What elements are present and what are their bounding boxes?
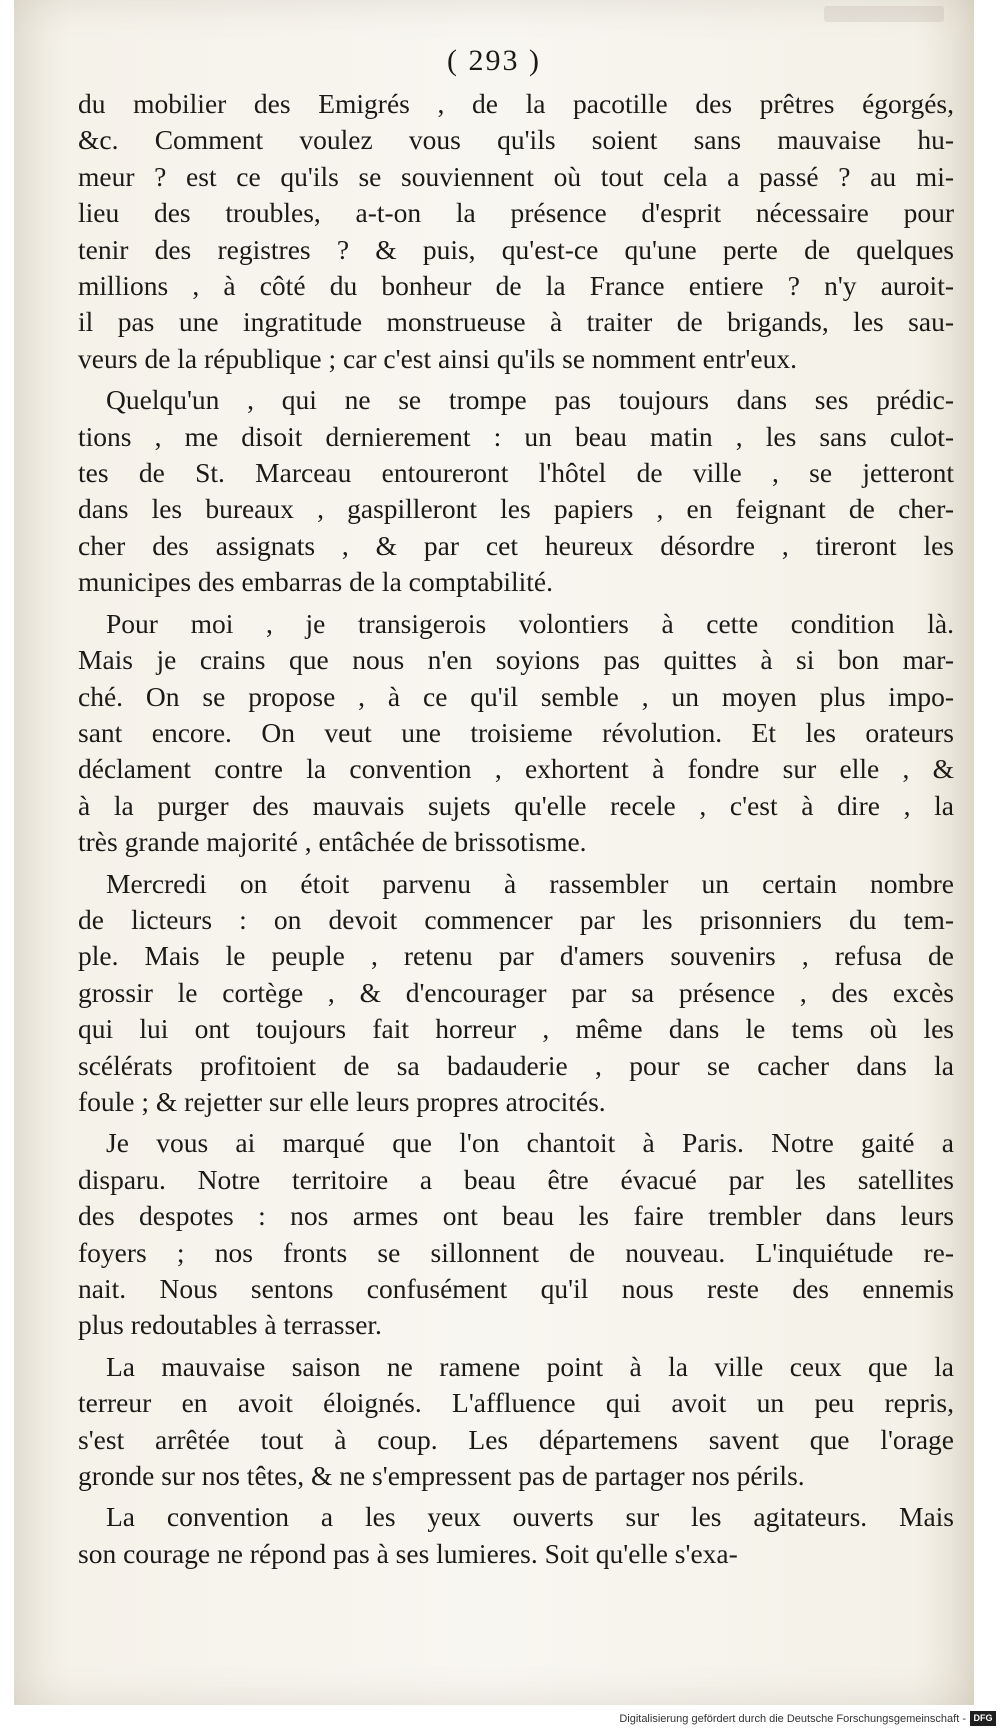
paper-sheet	[14, 0, 974, 1705]
paragraph	[78, 1499, 954, 1572]
text-line: s'est arrêtée tout à coup. Les départemens savent que l'orage	[78, 1423, 954, 1455]
text-line: très grande majorité , entâchée de brissotisme.	[78, 826, 587, 858]
text-line: gronde sur nos têtes, & ne s'empressent pas de partager nos périls.	[78, 1460, 805, 1492]
text-line: La mauvaise saison ne ramene point à la ville ceux que la	[106, 1350, 954, 1382]
text-line: des despotes : nos armes ont beau les faire trembler dans leurs	[78, 1200, 954, 1232]
text-line: scélérats profitoient de sa badauderie , pour se cacher dans la	[78, 1049, 954, 1081]
text-line: Mais je crains que nous n'en soyions pas quittes à si bon mar-	[78, 644, 954, 676]
digitization-credit: Digitalisierung gefördert durch die Deutsche Forschungsgemeinschaft -	[619, 1713, 966, 1725]
text-line: sant encore. On veut une troisieme révolution. Et les orateurs	[78, 716, 954, 748]
text-line: il pas une ingratitude monstrueuse à traiter de brigands, les sau-	[78, 306, 954, 338]
text-line: tions , me disoit dernierement : un beau matin , les sans culot-	[78, 420, 954, 452]
text-line: qui lui ont toujours fait horreur , même dans le tems où les	[78, 1013, 954, 1045]
footer	[0, 1705, 1000, 1733]
text-line: ché. On se propose , à ce qu'il semble , un moyen plus impo-	[78, 680, 954, 712]
text-line: Mercredi on étoit parvenu à rassembler un certain nombre	[106, 867, 954, 899]
text-line: terreur en avoit éloignés. L'affluence qui avoit un peu repris,	[78, 1387, 954, 1419]
paragraph	[78, 866, 954, 1121]
text-line: ple. Mais le peuple , retenu par d'amers souvenirs , refusa de	[78, 940, 954, 972]
text-line: meur ? est ce qu'ils se souviennent où tout cela a passé ? au mi-	[78, 160, 954, 192]
text-line: son courage ne répond pas à ses lumieres. Soit qu'elle s'exa-	[78, 1537, 738, 1569]
text-line: millions , à côté du bonheur de la France entiere ? n'y auroit-	[78, 270, 954, 302]
paragraph	[78, 382, 954, 600]
text-line: Quelqu'un , qui ne se trompe pas toujours dans ses prédic-	[106, 384, 954, 416]
text-line: tes de St. Marceau entoureront l'hôtel de ville , se jetteront	[78, 457, 954, 489]
text-line: grossir le cortège , & d'encourager par sa présence , des excès	[78, 976, 954, 1008]
bleed-through-mark	[824, 6, 944, 22]
paragraph	[78, 1349, 954, 1495]
text-line: disparu. Notre territoire a beau être évacué par les satellites	[78, 1163, 954, 1195]
text-line: du mobilier des Emigrés , de la pacotille des prêtres égorgés,	[78, 88, 954, 119]
text-line: de licteurs : on devoit commencer par les prisonniers du tem-	[78, 903, 954, 935]
text-line: foyers ; nos fronts se sillonnent de nouveau. L'inquiétude re-	[78, 1236, 954, 1268]
text-line: foule ; & rejetter sur elle leurs propres atrocités.	[78, 1085, 606, 1117]
body-text	[78, 86, 954, 1577]
text-line: La convention a les yeux ouverts sur les agitateurs. Mais	[106, 1501, 954, 1533]
text-line: dans les bureaux , gaspilleront les papiers , en feignant de cher-	[78, 493, 954, 525]
text-line: nait. Nous sentons confusément qu'il nous reste des ennemis	[78, 1273, 954, 1304]
paragraph	[78, 606, 954, 861]
text-line: déclament contre la convention , exhortent à fondre sur elle , &	[78, 753, 954, 785]
text-line: lieu des troubles, a-t-on la présence d'esprit nécessaire pour	[78, 197, 954, 229]
page-number: ( 293 )	[447, 44, 541, 77]
text-line: veurs de la république ; car c'est ainsi qu'ils se nomment entr'eux.	[78, 342, 797, 374]
paragraph	[78, 1125, 954, 1343]
text-line: plus redoutables à terrasser.	[78, 1309, 382, 1341]
text-line: Je vous ai marqué que l'on chantoit à Paris. Notre gaité a	[106, 1127, 954, 1159]
text-line: tenir des registres ? & puis, qu'est-ce qu'une perte de quelques	[78, 233, 954, 265]
text-line: municipes des embarras de la comptabilité.	[78, 566, 553, 598]
text-line: à la purger des mauvais sujets qu'elle recele , c'est à dire , la	[78, 789, 954, 821]
dfg-logo-icon: DFG	[970, 1711, 996, 1726]
text-line: &c. Comment voulez vous qu'ils soient sans mauvaise hu-	[78, 124, 954, 156]
paragraph	[78, 86, 954, 377]
text-line: Pour moi , je transigerois volontiers à cette condition là.	[106, 607, 954, 639]
text-line: cher des assignats , & par cet heureux désordre , tireront les	[78, 529, 954, 561]
